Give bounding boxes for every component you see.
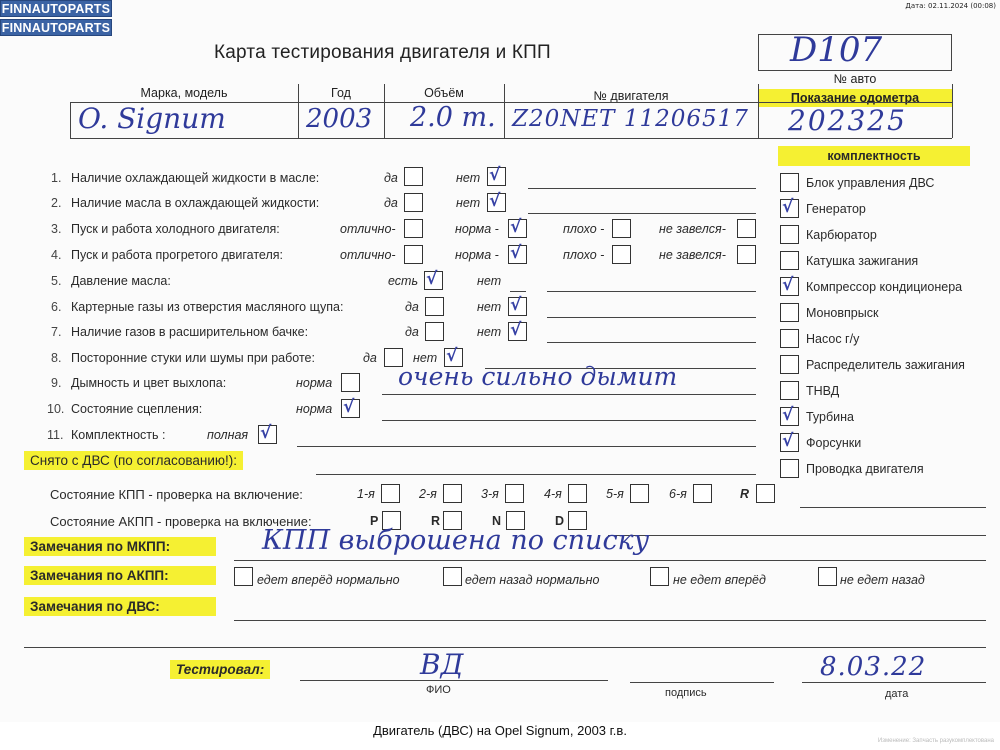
dvs-line xyxy=(234,620,986,621)
checkmark-icon: √ xyxy=(489,191,501,211)
checkmark-icon: √ xyxy=(510,217,522,237)
q5-text: Давление масла: xyxy=(71,274,171,288)
dvs-remarks-label: Замечания по ДВС: xyxy=(24,597,216,616)
q9-num: 9. xyxy=(51,376,62,390)
removed-label: Снято с ДВС (по согласованию!): xyxy=(24,451,243,470)
table-vline xyxy=(70,102,71,138)
q3-bad-label: плохо - xyxy=(563,222,605,236)
akpp-no-back-checkbox[interactable] xyxy=(818,567,837,586)
q6-line xyxy=(547,317,756,318)
q2-text: Наличие масла в охлаждающей жидкости: xyxy=(71,196,320,210)
removed-line xyxy=(316,474,756,475)
carburetor-label: Карбюратор xyxy=(806,228,877,242)
q1-no-label: нет xyxy=(456,171,481,185)
checkmark-icon: √ xyxy=(782,275,794,295)
odometer-value: 202325 xyxy=(788,104,907,137)
turbo-checkbox[interactable] xyxy=(780,407,799,426)
q7-no-label: нет xyxy=(477,325,502,339)
table-vline xyxy=(504,84,505,138)
fio-label: ФИО xyxy=(426,684,451,696)
sign-line xyxy=(630,682,774,683)
kpp-label: Состояние КПП - проверка на включение: xyxy=(50,487,303,502)
exhaust-handwritten: очень сильно дымит xyxy=(398,362,678,391)
ac-compressor-label: Компрессор кондиционера xyxy=(806,280,963,294)
tnvd-label: ТНВД xyxy=(806,384,840,398)
q11-text: Комплектность : xyxy=(71,428,166,442)
car-number-handwritten: D107 xyxy=(790,30,883,70)
q2-no-label: нет xyxy=(456,196,481,210)
q11-num: 11. xyxy=(47,428,64,442)
volume-value: 2.0 т. xyxy=(410,102,496,133)
checkmark-icon: √ xyxy=(426,269,438,289)
generator-label: Генератор xyxy=(806,202,866,216)
gear-5-checkbox[interactable] xyxy=(630,484,649,503)
q6-text: Картерные газы из отверстия масляного щупа: xyxy=(71,300,344,314)
q6-no-checkbox[interactable] xyxy=(508,297,527,316)
q1-line xyxy=(528,188,756,189)
q1-yes-label: да xyxy=(384,171,398,185)
akpp-no-forward-label: не едет вперёд xyxy=(673,573,766,587)
q5-line xyxy=(547,291,756,292)
car-number-label: № авто xyxy=(833,72,877,86)
mode-r-label: R xyxy=(431,514,441,528)
q1-num: 1. xyxy=(51,171,62,185)
watermark-text: Изменение: Запчасть разукомплектована xyxy=(877,738,994,744)
akpp-forward-ok-label: едет вперёд нормально xyxy=(257,573,400,587)
q10-normal-label: норма xyxy=(296,402,333,416)
ignition-coil-checkbox[interactable] xyxy=(780,251,799,270)
q1-text: Наличие охлаждающей жидкости в масле: xyxy=(71,171,320,185)
generator-checkbox[interactable] xyxy=(780,199,799,218)
q4-bad-checkbox[interactable] xyxy=(612,245,631,264)
q1-no-checkbox[interactable] xyxy=(487,167,506,186)
model-value: O. Signum xyxy=(78,102,226,135)
ecu-checkbox[interactable] xyxy=(780,173,799,192)
q5-present-checkbox[interactable] xyxy=(424,271,443,290)
date-line xyxy=(802,682,986,683)
gear-1-label: 1-я xyxy=(357,487,375,501)
q4-text: Пуск и работа прогретого двигателя: xyxy=(71,248,283,262)
ps-pump-label: Насос г/у xyxy=(806,332,860,346)
q4-not-started-label: не завелся- xyxy=(659,248,726,262)
model-header: Марка, модель xyxy=(140,86,228,100)
ignition-coil-label: Катушка зажигания xyxy=(806,254,919,268)
table-vline xyxy=(384,84,385,138)
checkmark-icon: √ xyxy=(510,243,522,263)
checkmark-icon: √ xyxy=(782,431,794,451)
kpp-line xyxy=(800,507,986,508)
q2-no-checkbox[interactable] xyxy=(487,193,506,212)
mkpp-line xyxy=(234,560,986,561)
q6-yes-label: да xyxy=(405,300,419,314)
sign-label: подпись xyxy=(665,687,707,699)
q6-num: 6. xyxy=(51,300,62,314)
date-handwritten: 8.03.22 xyxy=(820,652,927,682)
q5-short-line xyxy=(510,291,526,292)
mono-injection-label: Моновпрыск xyxy=(806,306,879,320)
checkmark-icon: √ xyxy=(446,346,458,366)
mode-n-label: N xyxy=(492,514,502,528)
akpp-forward-ok-checkbox[interactable] xyxy=(234,567,253,586)
q9-normal-label: норма xyxy=(296,376,333,390)
q4-num: 4. xyxy=(51,248,62,262)
checkmark-icon: √ xyxy=(782,405,794,425)
q8-text: Посторонние стуки или шумы при работе: xyxy=(71,351,315,365)
q3-normal-checkbox[interactable] xyxy=(508,219,527,238)
engine-no-value: Z20NET 11206517 xyxy=(512,106,749,132)
gear-r-label: R xyxy=(740,487,750,501)
gear-4-label: 4-я xyxy=(544,487,562,501)
q4-normal-checkbox[interactable] xyxy=(508,245,527,264)
akpp-no-forward-checkbox[interactable] xyxy=(650,567,669,586)
tester-handwritten: ВД xyxy=(420,648,464,681)
odometer-label: Показание одометра xyxy=(758,89,952,107)
q8-yes-label: да xyxy=(363,351,377,365)
checkmark-icon: √ xyxy=(510,295,522,315)
table-bottom-line xyxy=(70,138,952,139)
checkmark-icon: √ xyxy=(343,397,355,417)
q4-excellent-label: отлично- xyxy=(340,248,396,262)
q9-line xyxy=(382,394,756,395)
engine-no-header: № двигателя xyxy=(593,89,669,103)
turbo-label: Турбина xyxy=(806,410,854,424)
dvs-line-2 xyxy=(24,647,986,648)
q11-line xyxy=(297,446,756,447)
table-vline xyxy=(298,84,299,138)
mkpp-remarks-label: Замечания по МКПП: xyxy=(24,537,216,556)
q11-full-label: полная xyxy=(207,428,249,442)
q9-normal-checkbox[interactable] xyxy=(341,373,360,392)
checkmark-icon: √ xyxy=(260,423,272,443)
q3-excellent-label: отлично- xyxy=(340,222,396,236)
checkmark-icon: √ xyxy=(782,197,794,217)
q7-line xyxy=(547,342,756,343)
date-label: дата xyxy=(885,688,909,700)
wiring-label: Проводка двигателя xyxy=(806,462,924,476)
akpp-no-back-label: не едет назад xyxy=(840,573,925,587)
q5-num: 5. xyxy=(51,274,62,288)
q4-excellent-checkbox[interactable] xyxy=(404,245,423,264)
mode-p-label: P xyxy=(370,514,379,528)
q8-no-label: нет xyxy=(413,351,438,365)
q10-num: 10. xyxy=(47,402,65,416)
q2-num: 2. xyxy=(51,196,62,210)
gear-6-checkbox[interactable] xyxy=(693,484,712,503)
mkpp-handwritten: КПП выброшена по списку xyxy=(262,525,650,556)
q2-yes-checkbox[interactable] xyxy=(404,193,423,212)
q4-normal-label: норма - xyxy=(455,248,499,262)
photo-caption: Двигатель (ДВС) на Opel Signum, 2003 г.в. xyxy=(373,723,627,738)
akpp-line xyxy=(608,535,986,536)
ps-pump-checkbox[interactable] xyxy=(780,329,799,348)
q4-bad-label: плохо - xyxy=(563,248,605,262)
q10-normal-checkbox[interactable] xyxy=(341,399,360,418)
q3-num: 3. xyxy=(51,222,62,236)
injectors-checkbox[interactable] xyxy=(780,433,799,452)
gear-2-checkbox[interactable] xyxy=(443,484,462,503)
ecu-label: Блок управления ДВС xyxy=(806,176,935,190)
q2-yes-label: да xyxy=(384,196,398,210)
q9-text: Дымность и цвет выхлопа: xyxy=(71,376,227,390)
gear-4-checkbox[interactable] xyxy=(568,484,587,503)
logo-top: FINNAUTOPARTS xyxy=(1,2,111,16)
ac-compressor-checkbox[interactable] xyxy=(780,277,799,296)
q3-not-started-checkbox[interactable] xyxy=(737,219,756,238)
q7-num: 7. xyxy=(51,325,62,339)
q10-text: Состояние сцепления: xyxy=(71,402,203,416)
q4-not-started-checkbox[interactable] xyxy=(737,245,756,264)
volume-header: Объём xyxy=(424,86,464,100)
checkmark-icon: √ xyxy=(510,320,522,340)
gear-3-checkbox[interactable] xyxy=(505,484,524,503)
q7-yes-label: да xyxy=(405,325,419,339)
year-value: 2003 xyxy=(306,104,373,134)
tested-by-label: Тестировал: xyxy=(170,660,270,679)
checkmark-icon: √ xyxy=(489,165,501,185)
q8-num: 8. xyxy=(51,351,62,365)
gear-2-label: 2-я xyxy=(419,487,437,501)
mode-d-label: D xyxy=(555,514,565,528)
gear-3-label: 3-я xyxy=(481,487,499,501)
akpp-back-ok-label: едет назад нормально xyxy=(465,573,600,587)
q7-no-checkbox[interactable] xyxy=(508,322,527,341)
akpp-label: Состояние АКПП - проверка на включение: xyxy=(50,514,312,529)
wiring-checkbox[interactable] xyxy=(780,459,799,478)
gear-5-label: 5-я xyxy=(606,487,624,501)
distributor-label: Распределитель зажигания xyxy=(806,358,965,372)
q3-excellent-checkbox[interactable] xyxy=(404,219,423,238)
q3-normal-label: норма - xyxy=(455,222,499,236)
table-vline xyxy=(758,84,759,138)
year-header: Год xyxy=(331,86,351,100)
completeness-title: комплектность xyxy=(778,146,970,166)
q5-present-label: есть xyxy=(388,274,419,288)
q7-text: Наличие газов в расширительном бачке: xyxy=(71,325,309,339)
carburetor-checkbox[interactable] xyxy=(780,225,799,244)
distributor-checkbox[interactable] xyxy=(780,355,799,374)
q3-not-started-label: не завелся- xyxy=(659,222,726,236)
date-stamp: Дата: 02.11.2024 (00:08) xyxy=(905,2,996,10)
q2-line xyxy=(528,213,756,214)
q5-no-label: нет xyxy=(477,274,502,288)
q3-text: Пуск и работа холодного двигателя: xyxy=(71,222,280,236)
gear-r-checkbox[interactable] xyxy=(756,484,775,503)
q3-bad-checkbox[interactable] xyxy=(612,219,631,238)
tnvd-checkbox[interactable] xyxy=(780,381,799,400)
akpp-remarks-label: Замечания по АКПП: xyxy=(24,566,216,585)
logo-bottom: FINNAUTOPARTS xyxy=(1,21,111,35)
q1-yes-checkbox[interactable] xyxy=(404,167,423,186)
q10-line xyxy=(382,420,756,421)
q7-yes-checkbox[interactable] xyxy=(425,322,444,341)
q6-yes-checkbox[interactable] xyxy=(425,297,444,316)
q11-full-checkbox[interactable] xyxy=(258,425,277,444)
injectors-label: Форсунки xyxy=(806,436,862,450)
q6-no-label: нет xyxy=(477,300,502,314)
mono-injection-checkbox[interactable] xyxy=(780,303,799,322)
form-title: Карта тестирования двигателя и КПП xyxy=(214,42,551,63)
gear-1-checkbox[interactable] xyxy=(381,484,400,503)
table-vline xyxy=(952,84,953,138)
akpp-back-ok-checkbox[interactable] xyxy=(443,567,462,586)
gear-6-label: 6-я xyxy=(669,487,687,501)
